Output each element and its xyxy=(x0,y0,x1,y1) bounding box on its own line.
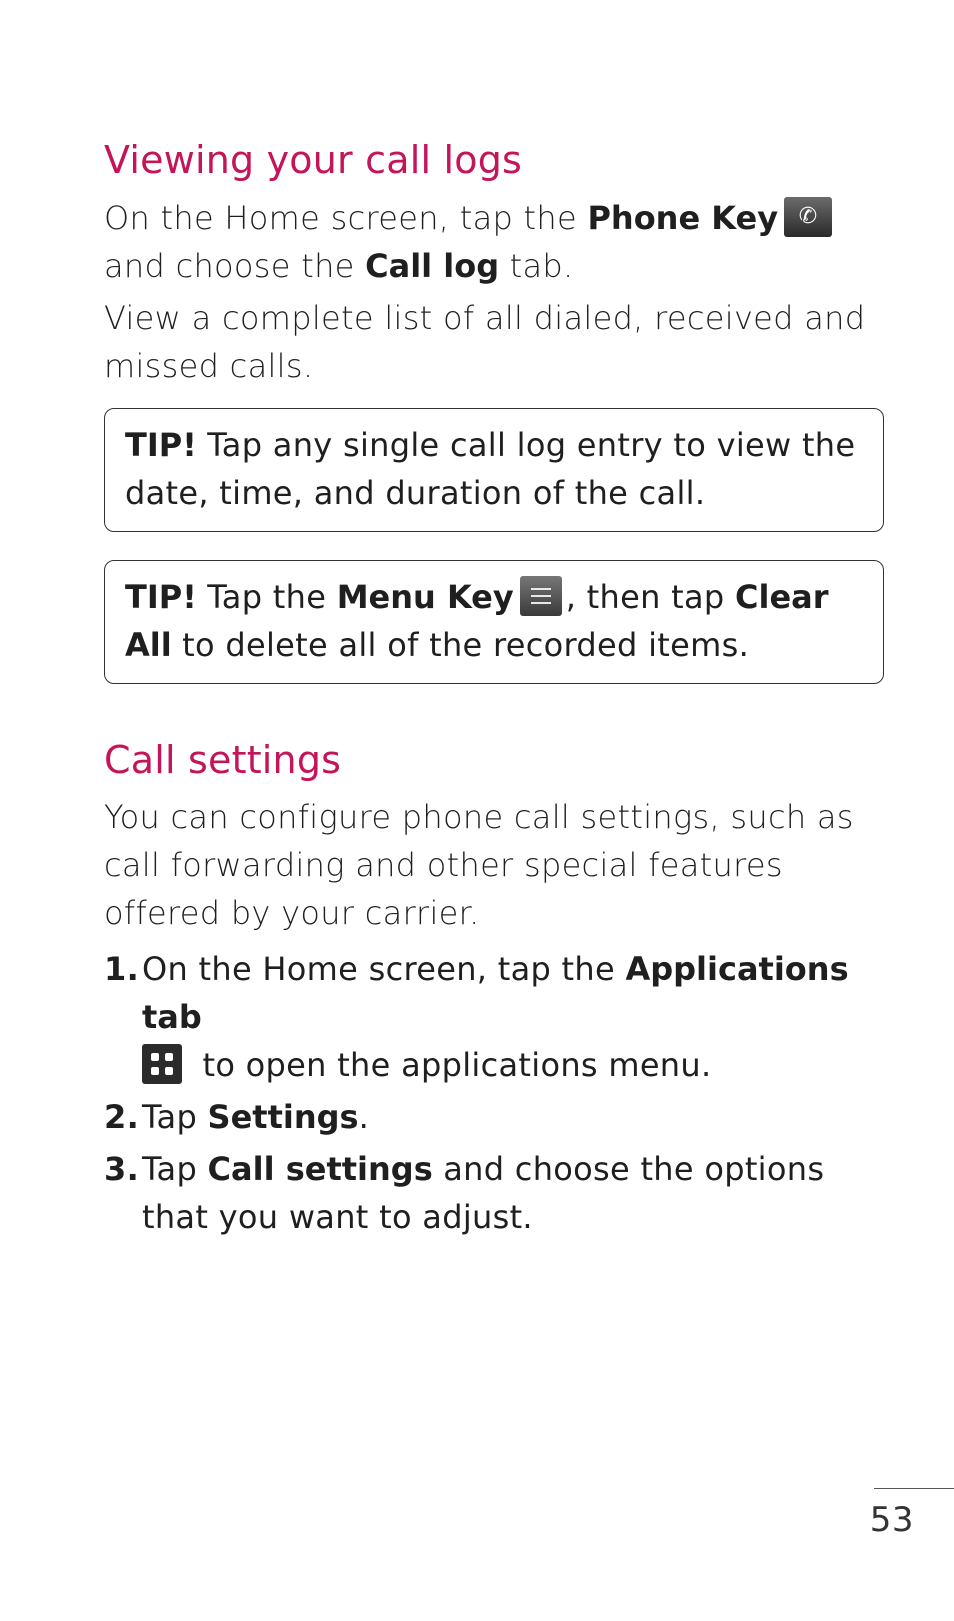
apps-grid-icon xyxy=(142,1044,182,1084)
step-text: On the Home screen, tap the xyxy=(142,950,626,989)
clear-all-label: Clear All xyxy=(125,577,829,664)
tip-text: Tap any single call log entry to view the date, time, and duration of the call. xyxy=(125,425,856,512)
heading-viewing-call-logs: Viewing your call logs xyxy=(104,138,523,182)
paragraph-view-list: View a complete list of all dialed, received and missed calls. xyxy=(104,298,866,385)
page-content xyxy=(104,138,884,1245)
call-settings-label: Call settings xyxy=(207,1150,433,1189)
step-number: 2. xyxy=(104,1098,140,1137)
paragraph-call-settings-intro: You can configure phone call settings, such as call forwarding and other special features offered by your carrier. xyxy=(104,798,854,933)
tip-label: TIP! xyxy=(125,577,197,616)
tip-text: to delete all of the recorded items. xyxy=(171,625,750,664)
text: and choose the xyxy=(104,246,366,285)
paragraph-phone-key xyxy=(104,194,884,290)
step-number: 3. xyxy=(104,1150,140,1189)
steps-list xyxy=(104,945,884,1241)
tip-label: TIP! xyxy=(125,425,197,464)
step-text: Tap xyxy=(142,1098,208,1137)
list-item xyxy=(104,1145,884,1241)
menu-key-label: Menu Key xyxy=(336,577,514,616)
page-number: 53 xyxy=(869,1500,914,1540)
heading-call-settings: Call settings xyxy=(104,737,342,782)
list-item xyxy=(104,945,884,1089)
text: On the Home screen, tap the xyxy=(104,198,588,237)
phone-key-label: Phone Key xyxy=(587,198,779,237)
step-text: . xyxy=(358,1098,370,1137)
section-call-settings xyxy=(104,738,884,1242)
tip-box-clear-all xyxy=(104,560,884,684)
tip-text: Tap the xyxy=(196,577,337,616)
menu-icon xyxy=(520,576,562,616)
call-log-label: Call log xyxy=(365,246,500,285)
step-text: Tap xyxy=(142,1150,208,1189)
step-text: and choose the options that you want to adjust. xyxy=(142,1150,825,1237)
footer-divider xyxy=(874,1488,954,1489)
list-item xyxy=(104,1093,884,1141)
step-number: 1. xyxy=(104,950,140,989)
tip-text: , then tap xyxy=(565,577,735,616)
text: tab. xyxy=(499,246,574,285)
tip-box-call-log-entry xyxy=(104,408,884,532)
applications-tab-label: Applications tab xyxy=(142,950,849,1037)
phone-icon: ✆ xyxy=(784,197,832,237)
step-text: to open the applications menu. xyxy=(192,1046,712,1085)
settings-label: Settings xyxy=(207,1098,359,1137)
